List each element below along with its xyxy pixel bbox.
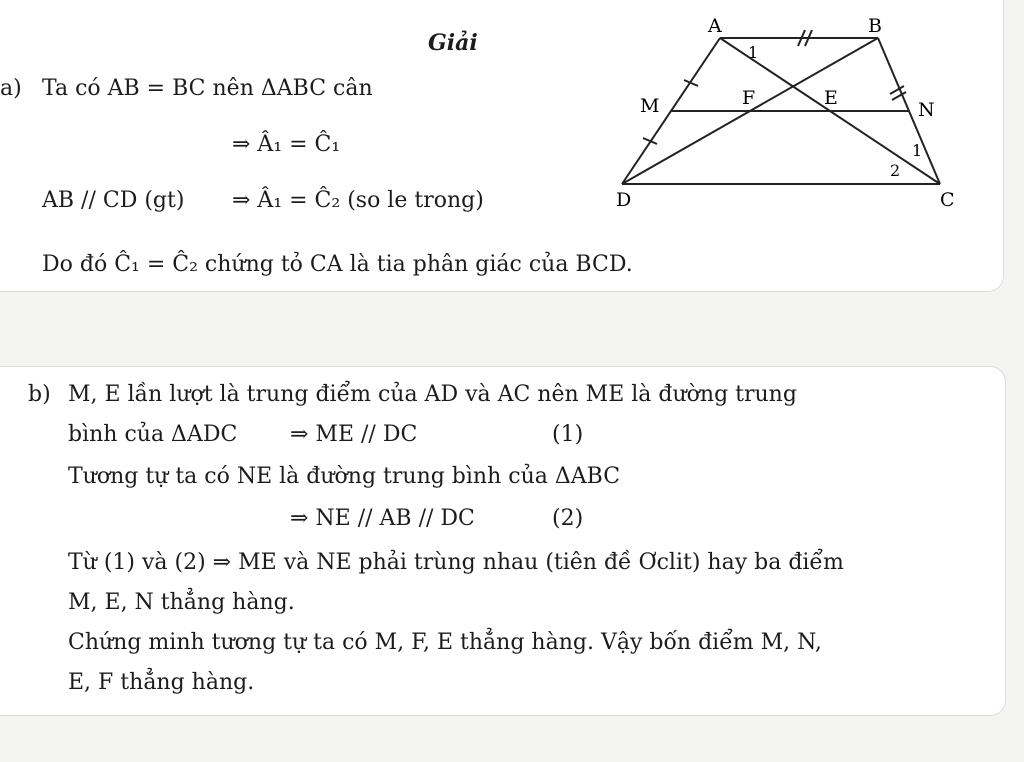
angle-c2-label: 2 bbox=[890, 161, 901, 180]
point-a-label: A bbox=[708, 15, 722, 37]
part-b-line-2: bình của ΔADC bbox=[68, 422, 238, 447]
point-f-label: F bbox=[742, 87, 756, 109]
point-b-label: B bbox=[868, 15, 882, 37]
part-b-line-4: ⇒ NE // AB // DC bbox=[290, 506, 475, 531]
point-e-label: E bbox=[824, 87, 838, 109]
solution-title: Giải bbox=[428, 30, 478, 56]
solution-card-b bbox=[0, 366, 1006, 716]
part-a-label: a) bbox=[0, 76, 22, 101]
trapezoid-figure bbox=[600, 14, 1000, 214]
part-b-line-6: M, E, N thẳng hàng. bbox=[68, 590, 295, 615]
part-a-line-3-left: AB // CD (gt) bbox=[42, 188, 185, 213]
part-b-line-2-mid: ⇒ ME // DC bbox=[290, 422, 418, 447]
part-a-line-4: Do đó Ĉ₁ = Ĉ₂ chứng tỏ CA là tia phân giác của BCD. bbox=[42, 252, 633, 277]
part-a-line-1: Ta có AB = BC nên ΔABC cân bbox=[42, 76, 373, 101]
part-b-eq-2-number: (2) bbox=[552, 506, 584, 531]
angle-c1-label: 1 bbox=[912, 141, 923, 160]
point-n-label: N bbox=[918, 99, 935, 121]
part-b-line-1: M, E lần lượt là trung điểm của AD và AC nên ME là đường trung bbox=[68, 382, 797, 407]
part-b-line-3: Tương tự ta có NE là đường trung bình của ΔABC bbox=[68, 464, 621, 489]
point-d-label: D bbox=[616, 189, 632, 211]
part-b-label: b) bbox=[28, 382, 51, 407]
part-b-line-7: Chứng minh tương tự ta có M, F, E thẳng hàng. Vậy bốn điểm M, N, bbox=[68, 630, 822, 655]
part-b-eq-1-number: (1) bbox=[552, 422, 584, 447]
point-c-label: C bbox=[940, 189, 955, 211]
part-a-line-2: ⇒ Â₁ = Ĉ₁ bbox=[232, 132, 341, 157]
part-a-line-3-right: ⇒ Â₁ = Ĉ₂ (so le trong) bbox=[232, 188, 484, 213]
point-m-label: M bbox=[640, 95, 660, 117]
part-b-line-5: Từ (1) và (2) ⇒ ME và NE phải trùng nhau (tiên đề Ơclit) hay ba điểm bbox=[68, 550, 844, 575]
part-b-line-8: E, F thẳng hàng. bbox=[68, 670, 255, 695]
angle-a1-label: 1 bbox=[748, 43, 759, 62]
